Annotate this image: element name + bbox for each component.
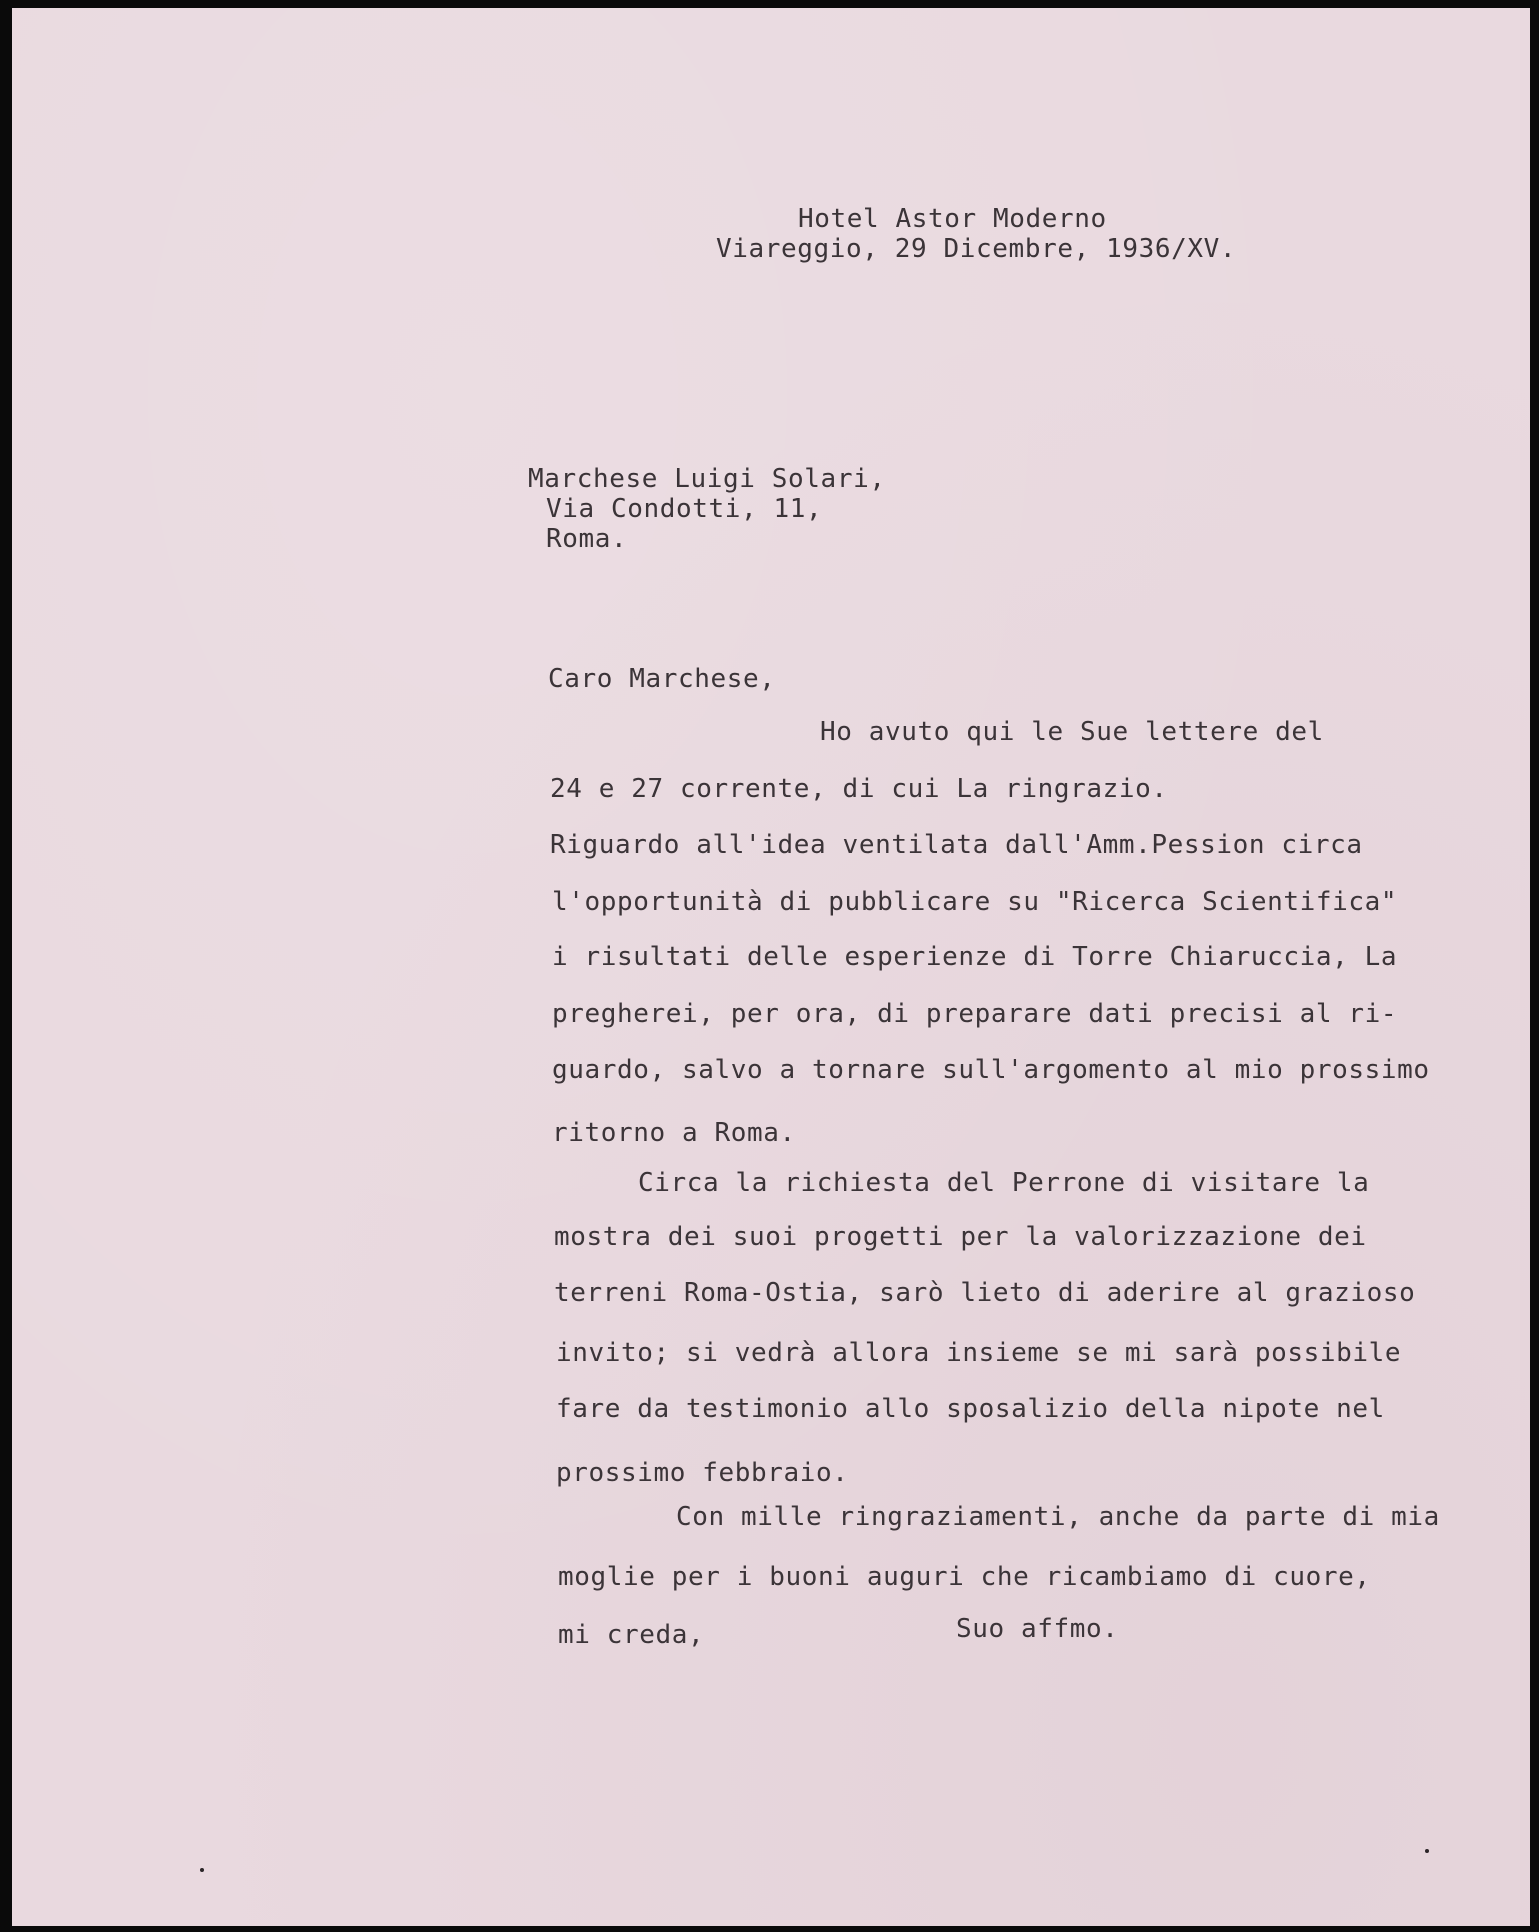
body-line: Con mille ringraziamenti, anche da parte di mia: [676, 1502, 1440, 1532]
letterhead-hotel: Hotel Astor Moderno: [798, 204, 1107, 234]
body-line: moglie per i buoni auguri che ricambiamo di cuore,: [558, 1562, 1371, 1592]
body-line: invito; si vedrà allora insieme se mi sarà possibile: [556, 1338, 1402, 1368]
recipient-city: Roma.: [546, 524, 628, 554]
body-line: prossimo febbraio.: [556, 1458, 849, 1488]
body-line: l'opportunità di pubblicare su "Ricerca Scientifica": [552, 887, 1398, 917]
closing: Suo affmo.: [956, 1614, 1119, 1644]
body-line: Ho avuto qui le Sue lettere del: [820, 717, 1324, 747]
body-line: ritorno a Roma.: [552, 1118, 796, 1148]
recipient-street: Via Condotti, 11,: [546, 494, 823, 524]
body-line: guardo, salvo a tornare sull'argomento al mio prossimo: [552, 1055, 1430, 1085]
body-line: fare da testimonio allo sposalizio della nipote nel: [556, 1394, 1385, 1424]
ink-speck: [1425, 1849, 1429, 1853]
body-line: 24 e 27 corrente, di cui La ringrazio.: [550, 774, 1168, 804]
body-line: terreni Roma-Ostia, sarò lieto di aderire al grazioso: [554, 1278, 1416, 1308]
body-line: mostra dei suoi progetti per la valorizzazione dei: [554, 1222, 1367, 1252]
body-line: i risultati delle esperienze di Torre Chiaruccia, La: [552, 942, 1398, 972]
body-line: pregherei, per ora, di preparare dati precisi al ri-: [552, 999, 1398, 1029]
salutation: Caro Marchese,: [548, 664, 776, 694]
body-line: Riguardo all'idea ventilata dall'Amm.Pession circa: [550, 830, 1363, 860]
ink-speck: [200, 1868, 204, 1872]
body-line: Circa la richiesta del Perrone di visitare la: [638, 1168, 1370, 1198]
recipient-name: Marchese Luigi Solari,: [528, 464, 886, 494]
letter-page: [12, 8, 1530, 1926]
letterhead-place-date: Viareggio, 29 Dicembre, 1936/XV.: [716, 234, 1237, 264]
body-line: mi creda,: [558, 1620, 705, 1650]
